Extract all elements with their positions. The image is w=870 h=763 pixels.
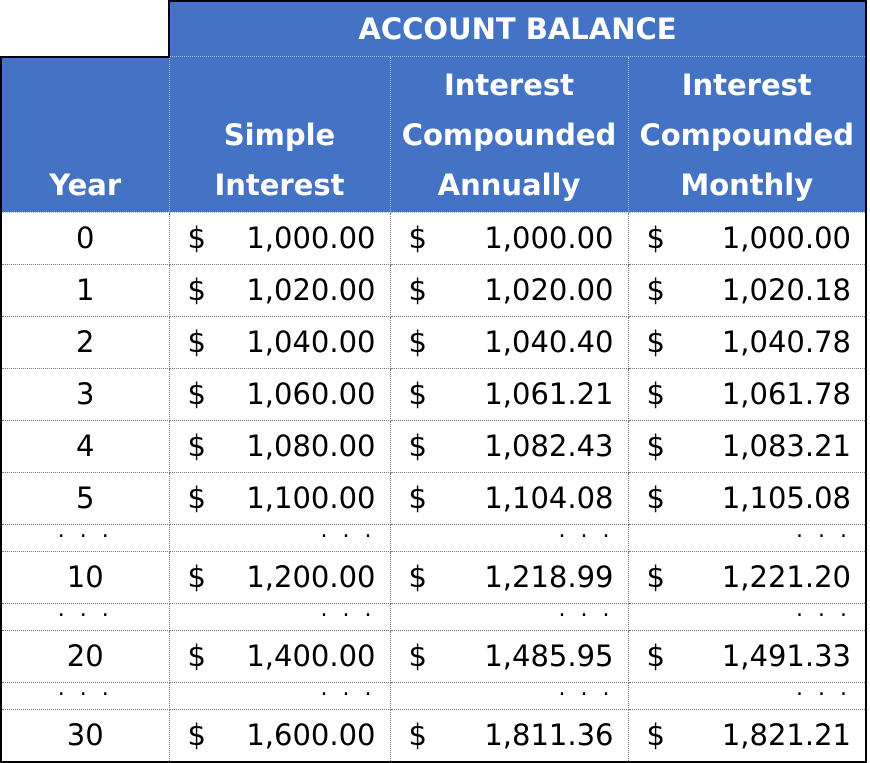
amount-value: 1,060.00 xyxy=(246,377,376,411)
currency-symbol: $ xyxy=(187,377,206,411)
annual-ellipsis-cell: . . . xyxy=(390,524,628,551)
compounded-monthly-cell xyxy=(628,709,866,762)
table-row xyxy=(1,630,866,682)
table-row xyxy=(1,264,866,316)
compounded-annually-column-header xyxy=(390,57,628,213)
currency-symbol: $ xyxy=(646,273,665,307)
compounded-annually-cell xyxy=(390,630,628,682)
amount-value: 1,040.78 xyxy=(721,325,851,359)
compounded-monthly-cell xyxy=(628,630,866,682)
year-cell: 2 xyxy=(1,316,169,368)
currency-symbol: $ xyxy=(646,325,665,359)
simple-ellipsis-cell: . . . xyxy=(169,682,390,709)
amount-value: 1,040.00 xyxy=(246,325,376,359)
table-row xyxy=(1,420,866,472)
amount-value: 1,061.78 xyxy=(721,377,851,411)
header-line: Compounded xyxy=(639,117,855,152)
currency-symbol: $ xyxy=(646,429,665,463)
compounded-monthly-cell xyxy=(628,316,866,368)
year-header-label: Year xyxy=(49,167,122,202)
amount-value: 1,000.00 xyxy=(484,221,614,255)
currency-symbol: $ xyxy=(187,639,206,673)
amount-value: 1,821.21 xyxy=(721,718,851,752)
annual-ellipsis-cell: . . . xyxy=(390,603,628,630)
header-line: Interest xyxy=(681,67,812,102)
compounded-annually-cell xyxy=(390,472,628,524)
ellipsis-row xyxy=(1,603,866,630)
compounded-annually-cell xyxy=(390,264,628,316)
amount-value: 1,080.00 xyxy=(246,429,376,463)
header-line: Annually xyxy=(437,167,581,202)
amount-value: 1,083.21 xyxy=(721,429,851,463)
header-line: Monthly xyxy=(680,167,814,202)
currency-symbol: $ xyxy=(187,481,206,515)
amount-value: 1,600.00 xyxy=(246,718,376,752)
year-ellipsis-cell: . . . xyxy=(1,524,169,551)
currency-symbol: $ xyxy=(187,325,206,359)
currency-symbol: $ xyxy=(187,273,206,307)
simple-ellipsis-cell: . . . xyxy=(169,603,390,630)
amount-value: 1,105.08 xyxy=(721,481,851,515)
simple-interest-column-header xyxy=(169,57,390,213)
ellipsis-row xyxy=(1,682,866,709)
amount-value: 1,200.00 xyxy=(246,560,376,594)
amount-value: 1,082.43 xyxy=(484,429,614,463)
currency-symbol: $ xyxy=(408,377,427,411)
compounded-monthly-column-header xyxy=(628,57,866,213)
currency-symbol: $ xyxy=(408,639,427,673)
compounded-annually-cell xyxy=(390,709,628,762)
year-cell: 4 xyxy=(1,420,169,472)
ellipsis-row xyxy=(1,524,866,551)
amount-value: 1,000.00 xyxy=(246,221,376,255)
compounded-monthly-cell xyxy=(628,212,866,264)
year-cell: 20 xyxy=(1,630,169,682)
year-ellipsis-cell: . . . xyxy=(1,603,169,630)
table-row xyxy=(1,316,866,368)
compounded-annually-cell xyxy=(390,368,628,420)
currency-symbol: $ xyxy=(408,221,427,255)
simple-interest-cell xyxy=(169,551,390,603)
year-cell: 1 xyxy=(1,264,169,316)
year-cell: 5 xyxy=(1,472,169,524)
compounded-monthly-cell xyxy=(628,264,866,316)
currency-symbol: $ xyxy=(408,718,427,752)
currency-symbol: $ xyxy=(646,560,665,594)
year-cell: 10 xyxy=(1,551,169,603)
simple-interest-cell xyxy=(169,264,390,316)
currency-symbol: $ xyxy=(646,718,665,752)
year-ellipsis-cell: . . . xyxy=(1,682,169,709)
header-line: Simple xyxy=(223,117,336,152)
year-cell: 3 xyxy=(1,368,169,420)
compounded-annually-cell xyxy=(390,551,628,603)
amount-value: 1,100.00 xyxy=(246,481,376,515)
simple-interest-cell xyxy=(169,709,390,762)
currency-symbol: $ xyxy=(187,221,206,255)
currency-symbol: $ xyxy=(646,377,665,411)
header-line: Compounded xyxy=(401,117,617,152)
table-row xyxy=(1,709,866,762)
simple-ellipsis-cell: . . . xyxy=(169,524,390,551)
simple-interest-cell xyxy=(169,630,390,682)
currency-symbol: $ xyxy=(408,429,427,463)
annual-ellipsis-cell: . . . xyxy=(390,682,628,709)
currency-symbol: $ xyxy=(187,560,206,594)
currency-symbol: $ xyxy=(646,481,665,515)
compounded-monthly-cell xyxy=(628,368,866,420)
amount-value: 1,218.99 xyxy=(484,560,614,594)
table-row xyxy=(1,472,866,524)
table-row xyxy=(1,368,866,420)
header-line: Interest xyxy=(443,67,575,102)
year-cell: 30 xyxy=(1,709,169,762)
simple-interest-cell xyxy=(169,316,390,368)
amount-value: 1,020.00 xyxy=(246,273,376,307)
account-balance-banner: ACCOUNT BALANCE xyxy=(169,1,866,57)
table-body xyxy=(1,212,866,762)
amount-value: 1,020.00 xyxy=(484,273,614,307)
simple-interest-cell xyxy=(169,368,390,420)
corner-blank-cell xyxy=(1,1,169,57)
monthly-ellipsis-cell: . . . xyxy=(628,682,866,709)
currency-symbol: $ xyxy=(408,273,427,307)
compounded-monthly-cell xyxy=(628,551,866,603)
amount-value: 1,811.36 xyxy=(484,718,614,752)
currency-symbol: $ xyxy=(408,481,427,515)
compounded-monthly-cell xyxy=(628,420,866,472)
compounded-annually-cell xyxy=(390,420,628,472)
year-cell: 0 xyxy=(1,212,169,264)
compounded-annually-cell xyxy=(390,316,628,368)
amount-value: 1,400.00 xyxy=(246,639,376,673)
simple-interest-cell xyxy=(169,212,390,264)
compounded-annually-cell xyxy=(390,212,628,264)
currency-symbol: $ xyxy=(408,560,427,594)
currency-symbol: $ xyxy=(408,325,427,359)
table-row xyxy=(1,212,866,264)
amount-value: 1,221.20 xyxy=(721,560,851,594)
amount-value: 1,061.21 xyxy=(484,377,614,411)
monthly-ellipsis-cell: . . . xyxy=(628,603,866,630)
currency-symbol: $ xyxy=(646,639,665,673)
header-line: Interest xyxy=(214,167,345,202)
simple-interest-cell xyxy=(169,420,390,472)
compounded-monthly-cell xyxy=(628,472,866,524)
amount-value: 1,491.33 xyxy=(721,639,851,673)
amount-value: 1,485.95 xyxy=(484,639,614,673)
monthly-ellipsis-cell: . . . xyxy=(628,524,866,551)
currency-symbol: $ xyxy=(187,718,206,752)
currency-symbol: $ xyxy=(187,429,206,463)
table-row xyxy=(1,551,866,603)
currency-symbol: $ xyxy=(646,221,665,255)
year-column-header xyxy=(1,57,169,213)
amount-value: 1,020.18 xyxy=(721,273,851,307)
amount-value: 1,104.08 xyxy=(484,481,614,515)
amount-value: 1,000.00 xyxy=(721,221,851,255)
simple-interest-cell xyxy=(169,472,390,524)
amount-value: 1,040.40 xyxy=(484,325,614,359)
